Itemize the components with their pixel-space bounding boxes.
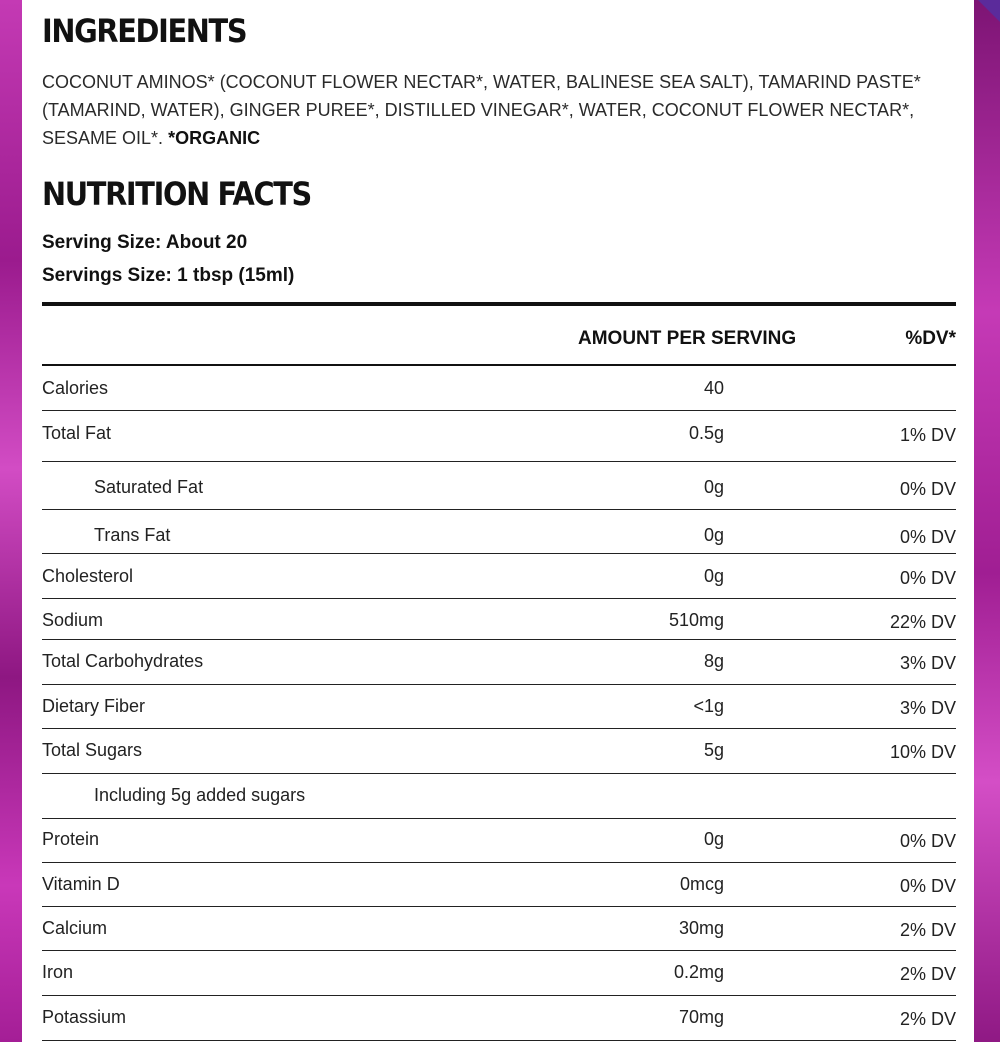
- table-row: [42, 510, 956, 554]
- nutrient-dv: 2% DV: [899, 964, 956, 984]
- nutrient-name: Sodium: [42, 610, 104, 630]
- nutrient-dv: 10% DV: [889, 742, 956, 762]
- nutrient-amount: 0g: [703, 477, 724, 497]
- nutrient-amount: 8g: [703, 651, 724, 671]
- nutrient-amount: 5g: [703, 740, 724, 760]
- nutrient-amount: 40: [703, 378, 724, 398]
- table-row: [42, 729, 956, 774]
- table-row: [42, 366, 956, 411]
- background-left-strip: [0, 0, 22, 1042]
- nutrient-dv: 0% DV: [899, 831, 956, 851]
- nutrient-amount: 510mg: [668, 610, 724, 630]
- dv-column-header: %DV*: [905, 328, 956, 349]
- nutrient-name: Calories: [42, 378, 109, 398]
- nutrient-amount: <1g: [693, 696, 724, 716]
- nutrient-dv: 0% DV: [899, 568, 956, 588]
- table-header: [42, 306, 956, 366]
- table-row: [42, 996, 956, 1041]
- nutrient-dv: 3% DV: [899, 698, 956, 718]
- table-row: [42, 599, 956, 640]
- nutrient-name: Total Sugars: [42, 740, 143, 760]
- nutrient-name: Potassium: [42, 1007, 127, 1027]
- nutrient-name: Total Fat: [42, 423, 112, 443]
- nutrient-name: Iron: [42, 962, 74, 982]
- organic-note: *ORGANIC: [168, 128, 261, 148]
- nutrient-amount: 70mg: [678, 1007, 724, 1027]
- nutrient-amount: 0.5g: [688, 423, 724, 443]
- nutrient-name: Dietary Fiber: [42, 696, 146, 716]
- nutrient-name: Total Carbohydrates: [42, 651, 204, 671]
- nutrient-dv: 1% DV: [899, 425, 956, 445]
- servings-size: Servings Size: 1 tbsp (15ml): [42, 265, 295, 286]
- serving-size: Serving Size: About 20: [42, 232, 248, 253]
- nutrient-name: Cholesterol: [42, 566, 134, 586]
- table-row: [42, 411, 956, 462]
- table-row: [42, 554, 956, 599]
- table-row: [42, 685, 956, 729]
- table-row: [42, 951, 956, 996]
- nutrient-dv: 2% DV: [899, 1009, 956, 1029]
- nutrient-amount: 30mg: [678, 918, 724, 938]
- ingredients-heading: INGREDIENTS: [42, 12, 247, 50]
- table-row: [42, 774, 956, 819]
- nutrient-name: Vitamin D: [42, 874, 120, 894]
- ingredients-text: [42, 68, 956, 152]
- nutrient-dv: 0% DV: [899, 527, 956, 547]
- label-card: [22, 0, 974, 1042]
- nutrient-name: Protein: [42, 829, 100, 849]
- nutrient-amount: 0g: [703, 566, 724, 586]
- nutrient-amount: 0g: [703, 829, 724, 849]
- table-row: [42, 640, 956, 685]
- nutrient-name: Calcium: [42, 918, 108, 938]
- table-row: [42, 819, 956, 863]
- ingredients-list: COCONUT AMINOS* (COCONUT FLOWER NECTAR*, WATER, BALINESE SEA SALT), TAMARIND PASTE* (TAMARIND, WATER), GINGER PUREE*, DISTILLED VINEGAR*, WATER, COCONUT FLOWER NECTAR*, SESAME OIL*.: [42, 72, 921, 148]
- nutrient-dv: 2% DV: [899, 920, 956, 940]
- nutrient-dv: 3% DV: [899, 653, 956, 673]
- nutrient-name: Trans Fat: [94, 525, 171, 545]
- nutrition-heading: NUTRITION FACTS: [42, 175, 311, 213]
- nutrient-amount: 0g: [703, 525, 724, 545]
- table-row: [42, 863, 956, 907]
- nutrient-name: Including 5g added sugars: [94, 785, 306, 805]
- table-row: [42, 907, 956, 951]
- nutrient-amount: 0mcg: [679, 874, 724, 894]
- amount-column-header: AMOUNT PER SERVING: [578, 328, 797, 349]
- nutrient-amount: 0.2mg: [673, 962, 724, 982]
- table-row: [42, 462, 956, 510]
- nutrient-dv: 0% DV: [899, 876, 956, 896]
- nutrient-name: Saturated Fat: [94, 477, 204, 497]
- nutrient-dv: 0% DV: [899, 479, 956, 499]
- nutrient-dv: 22% DV: [889, 612, 956, 632]
- background-right-strip: [974, 0, 1000, 1042]
